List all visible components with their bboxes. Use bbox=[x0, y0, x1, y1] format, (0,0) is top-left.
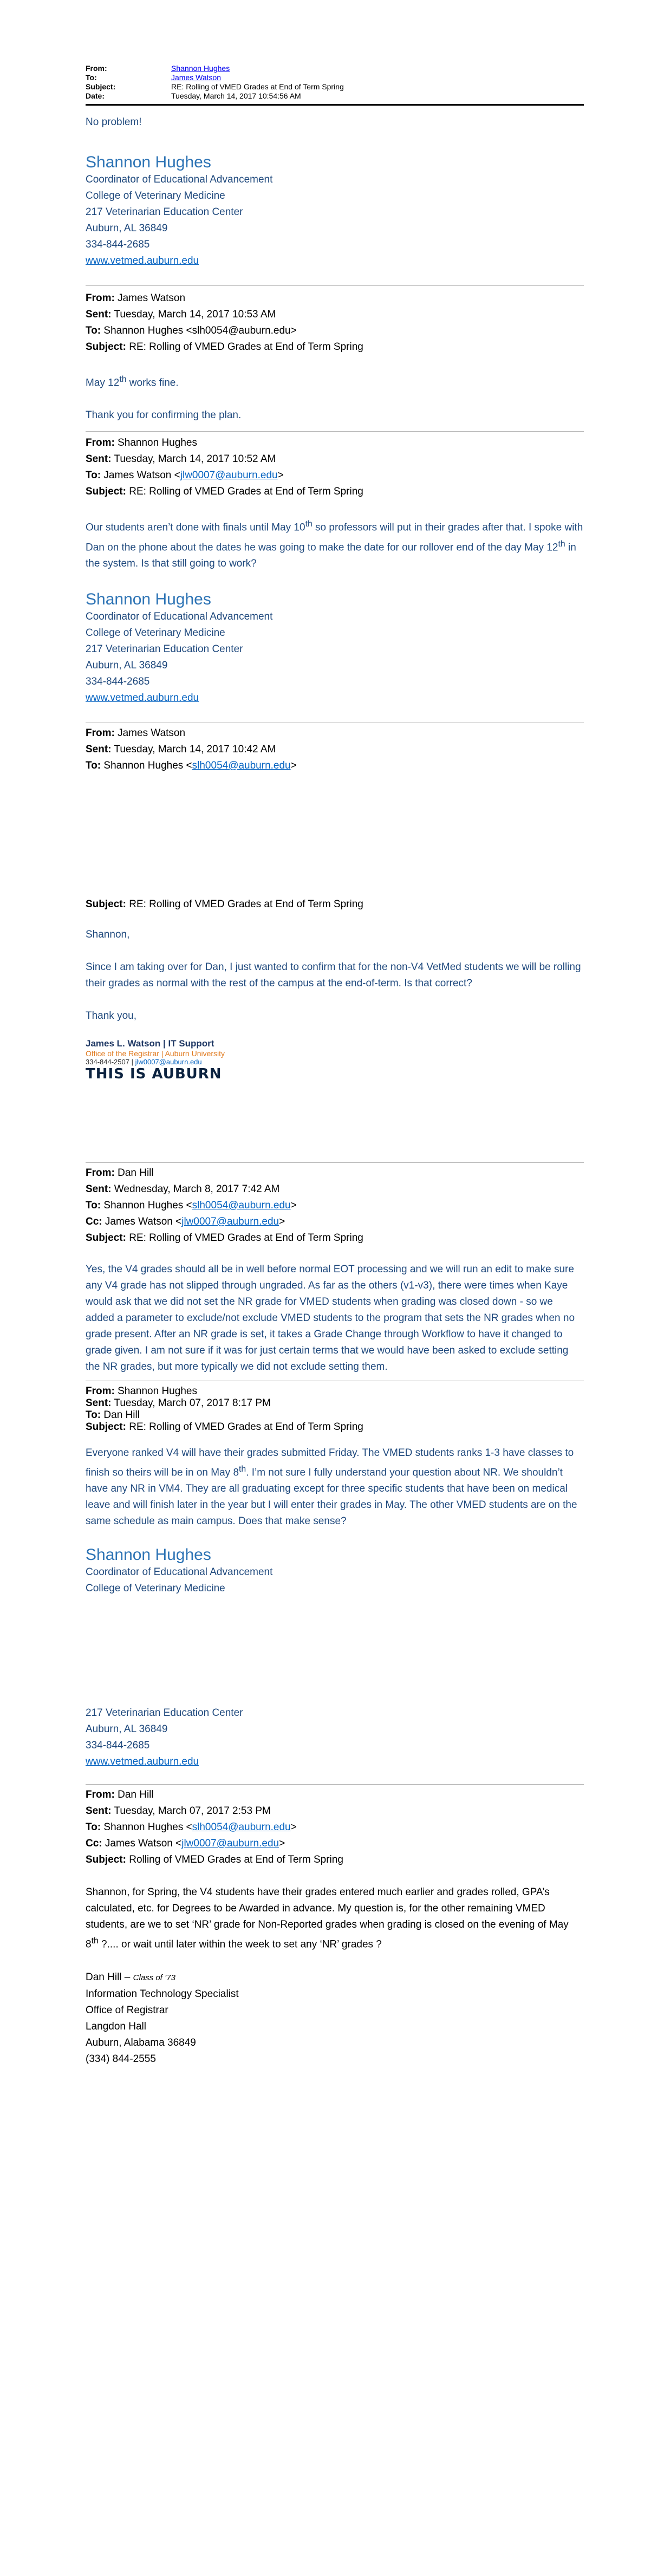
date-value: Tuesday, March 14, 2017 10:54:56 AM bbox=[171, 92, 301, 100]
email-link[interactable]: slh0054@auburn.edu bbox=[192, 1822, 291, 1833]
from-link[interactable]: Shannon Hughes bbox=[171, 64, 230, 73]
email-link[interactable]: slh0054@auburn.edu bbox=[192, 759, 291, 771]
msg3-body: Our students aren’t done with finals until May 10th so professors will put in their grades after that. I spoke with Dan on the phone about the dates he was going to make the date for our rollover end of the day May 12th in the system. Is that still going to work? bbox=[86, 519, 583, 569]
from-label: From: bbox=[86, 64, 107, 73]
email-link[interactable]: jlw0007@auburn.edu bbox=[181, 1215, 279, 1227]
sig-website-link[interactable]: www.vetmed.auburn.edu bbox=[86, 1756, 199, 1768]
date-label: Date: bbox=[86, 92, 105, 100]
email-link[interactable]: jlw0007@auburn.edu bbox=[180, 470, 278, 482]
msg6-body: Everyone ranked V4 will have their grades submitted Friday. The VMED students ranks 1-3 have classes to finish so theirs will be in on May 8th. I’m not sure I fully understand your question about NR. We shouldn’t have any NR in VM4. They are all graduating except for three specific students that have been on medical leave and will finish later in the year but I will enter their grades in May. The other VMED students are on the same schedule as main campus. Does that make sense? bbox=[86, 1447, 577, 1527]
signature-sh-1 bbox=[86, 153, 584, 269]
print-header bbox=[86, 64, 344, 101]
signature-sh-2: Shannon Hughes Coordinator of Educational Advancement College of Veterinary Medicine 217 Veterinarian Education Center Auburn, AL 36849 334-844-2685 www.vetmed.auburn.edu bbox=[86, 590, 273, 704]
sig-website-link[interactable]: www.vetmed.auburn.edu bbox=[86, 692, 199, 704]
signature-sh-3: Shannon Hughes Coordinator of Educational Advancement College of Veterinary Medicine 217 Veterinarian Education Center Auburn, AL 36849 334-844-2685 www.vetmed.auburn.edu bbox=[86, 1546, 273, 1768]
msg7-body: Shannon, for Spring, the V4 students have their grades entered much earlier and grades rolled, GPA’s calculated, etc. for Degrees to be Awarded in advance. My question is, for the other remaining VMED students, are we to set ‘NR’ grade for Non-Reported grades when grading is closed on the evening of May 8th ?.... or wait until later within the week to set any ‘NR’ grades ? bbox=[86, 1887, 569, 1950]
email-printout bbox=[86, 64, 584, 2067]
msg4-header: From: James Watson Sent: Tuesday, March 14, 2017 10:42 AM To: Shannon Hughes <slh0054@auburn.edu> Subject: RE: Rolling of VMED Grades at End of Term Spring bbox=[86, 727, 363, 910]
header-divider bbox=[86, 104, 584, 106]
divider bbox=[86, 431, 584, 432]
signature-dh: Dan Hill – Class of ’73 Information Technology Specialist Office of Registrar Langdon Hall Auburn, Alabama 36849 (334) 844-2555 bbox=[86, 1971, 239, 2065]
divider bbox=[86, 1784, 584, 1785]
msg5-header: From: Dan Hill Sent: Wednesday, March 8, 2017 7:42 AM To: Shannon Hughes <slh0054@auburn.edu> Cc: James Watson <jlw0007@auburn.edu> Subject: RE: Rolling of VMED Grades at End of Term Spring bbox=[86, 1167, 363, 1244]
email-link[interactable]: jlw0007@auburn.edu bbox=[181, 1838, 279, 1850]
msg7-header: From: Dan Hill Sent: Tuesday, March 07, 2017 2:53 PM To: Shannon Hughes <slh0054@auburn.edu> Cc: James Watson <jlw0007@auburn.edu> Subject: Rolling of VMED Grades at End of Term Spring bbox=[86, 1789, 343, 1866]
sig-title: Coordinator of Educational Advancement bbox=[86, 174, 273, 185]
msg3-header: From: Shannon Hughes Sent: Tuesday, March 14, 2017 10:52 AM To: James Watson <jlw0007@auburn.edu> Subject: RE: Rolling of VMED Grades at End of Term Spring bbox=[86, 437, 363, 498]
msg6-header: From: Shannon Hughes Sent: Tuesday, March 07, 2017 8:17 PM To: Dan Hill Subject: RE: Rolling of VMED Grades at End of Term Spring bbox=[86, 1385, 363, 1433]
msg4-closing: Thank you, bbox=[86, 1010, 136, 1022]
email-link[interactable]: jlw0007@auburn.edu bbox=[135, 1057, 202, 1066]
sig-address2: Auburn, AL 36849 bbox=[86, 223, 168, 234]
msg2-line1: May 12th works fine. bbox=[86, 375, 179, 389]
msg2-header: From: James Watson Sent: Tuesday, March 14, 2017 10:53 AM To: Shannon Hughes <slh0054@auburn.edu> Subject: RE: Rolling of VMED Grades at End of Term Spring bbox=[86, 292, 363, 353]
msg4-body: Since I am taking over for Dan, I just wanted to confirm that for the non-V4 VetMed students we will be rolling their grades as normal with the rest of the campus at the end-of-term. Is that correct? bbox=[86, 961, 581, 989]
to-link[interactable]: James Watson bbox=[171, 73, 222, 82]
subject-value: RE: Rolling of VMED Grades at End of Term Spring bbox=[171, 82, 344, 91]
divider bbox=[86, 285, 584, 286]
sig-phone: 334-844-2685 bbox=[86, 239, 150, 250]
sig-name: Shannon Hughes bbox=[86, 153, 211, 171]
signature-jw bbox=[86, 1038, 584, 1082]
to-label: To: bbox=[86, 73, 97, 82]
subject-label: Subject: bbox=[86, 82, 116, 91]
this-is-auburn-logo: THIS IS AUBURN bbox=[86, 1065, 222, 1082]
msg5-body: Yes, the V4 grades should all be in well before normal EOT processing and we will run an edit to make sure any V4 grade has not slipped through ungraded. As far as the others (v1-v3), there were times when Kaye would ask that we did not set the NR grade for VMED students when grading was closed down - so we added a parameter to exclude/not exclude VMED students to the program that sets the NR grades when no grade present. After an NR grade is set, it takes a Grade Change through Workflow to have it changed to grade given. I am not sure if it was for just certain terms that we would have been asked to exclude setting the NR grades, but more typically we did not exclude setting them. bbox=[86, 1263, 575, 1372]
jw-name: James L. Watson | IT Support bbox=[86, 1038, 214, 1049]
jw-office: Office of the Registrar | Auburn University bbox=[86, 1049, 225, 1058]
msg4-greeting: Shannon, bbox=[86, 928, 130, 940]
sig-college: College of Veterinary Medicine bbox=[86, 190, 225, 201]
email-link[interactable]: slh0054@auburn.edu bbox=[192, 1199, 291, 1211]
sig-address1: 217 Veterinarian Education Center bbox=[86, 206, 243, 218]
jw-contact: 334-844-2507 | jlw0007@auburn.edu bbox=[86, 1057, 202, 1066]
msg2-line2: Thank you for confirming the plan. bbox=[86, 409, 242, 421]
divider bbox=[86, 1162, 584, 1163]
msg1-body: No problem! bbox=[86, 116, 142, 128]
sig-website-link[interactable]: www.vetmed.auburn.edu bbox=[86, 255, 199, 266]
